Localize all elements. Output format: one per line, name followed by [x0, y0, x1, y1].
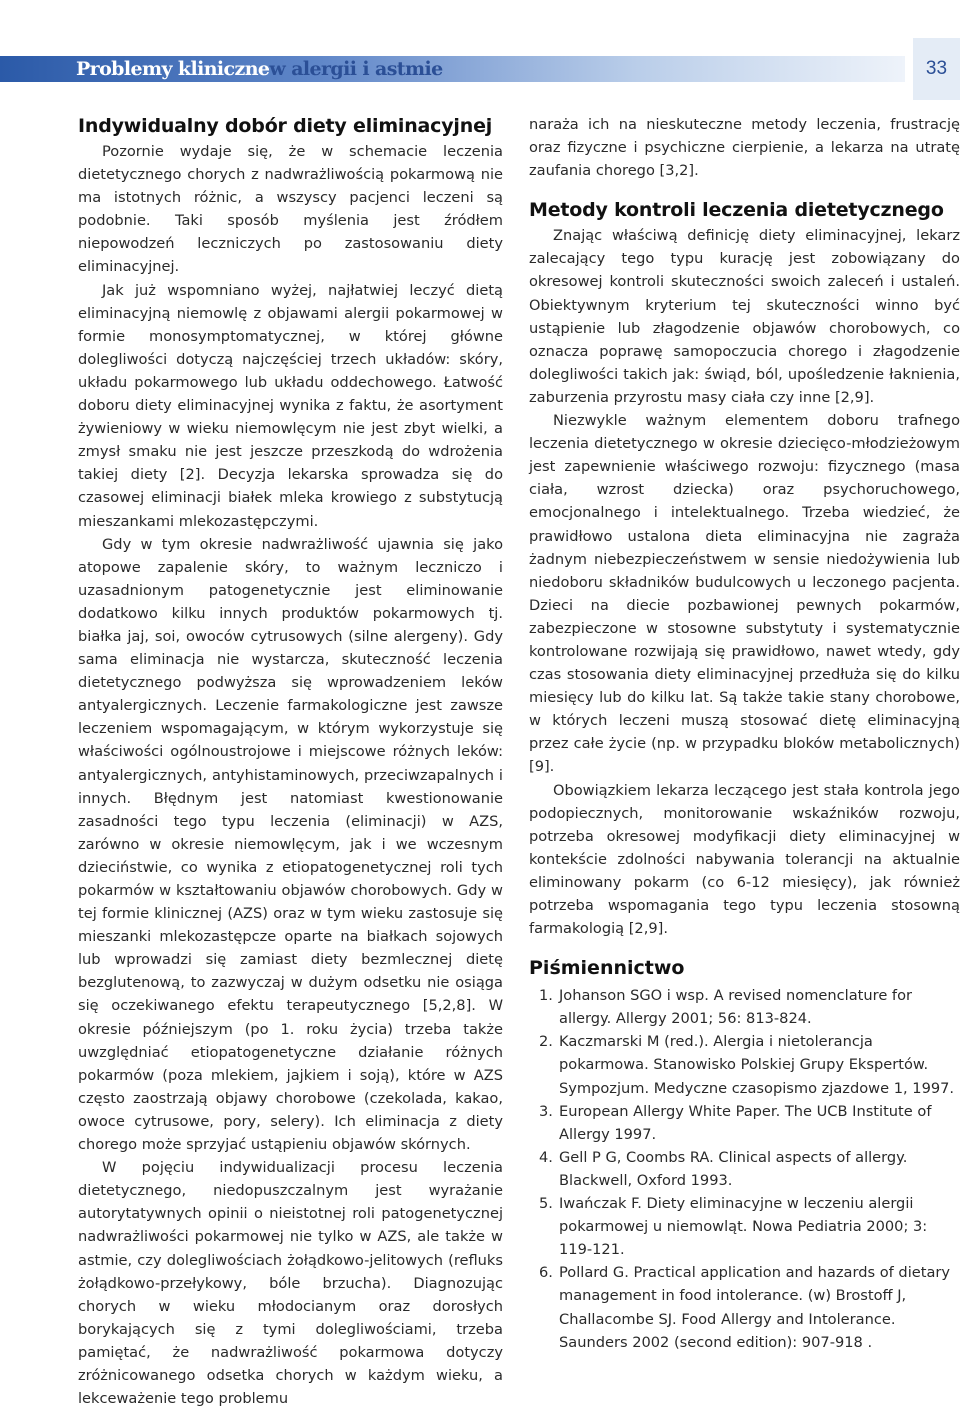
left-column [78, 112, 503, 1410]
paragraph: Pozornie wydaje się, że w schemacie leczenia dietetycznego chorych z nadwrażliwością pokarmową nie ma istotnych różnic, a wszyscy pacjenci leczeni są podobnie. Taki sposób myślenia jest źródłem niepowodzeń leczniczych po zastosowaniu diety eliminacyjnej. [78, 143, 503, 276]
reference-text: Iwańczak F. Diety eliminacyjne w leczeniu alergii pokarmowej u niemowląt. Nowa Pediatria 2000; 3: 119-121. [559, 1195, 928, 1259]
reference-number: 6. [539, 1264, 553, 1282]
journal-title [76, 56, 443, 82]
reference-number: 2. [539, 1033, 553, 1051]
reference-number: 4. [539, 1148, 553, 1166]
paragraph: Niezwykle ważnym elementem doboru trafnego leczenia dietetycznego w okresie dziecięco-młodzieżowym jest zapewnienie właściwego rozwoju: fizycznego (masa ciała, wzrost dziecka) oraz psychoruchowego, emocjonalnego i intelektualnego. Trzeba wiedzieć, że prawidłowo ustalona dieta eliminacyjna nie zagraża żadnym niebezpieczeństwem w sensie niedożywienia lub niedoboru składników budulcowych u leczonego pacjenta. Dzieci na diecie pozbawionej pewnych pokarmów, zabezpieczone w stosowne substytuty i systematycznie kontrolowane rozwijają się prawidłowo, nawet wtedy, gdy czas stosowania diety eliminacyjnej przedłuża się do kilku miesięcy lub do kilku lat. Są także takie stany chorobowe, w których leczeni muszą stosować dietę eliminacyjną przez całe życie (np. w przypadku bloków metabolicznych) [9]. [529, 412, 960, 776]
reference-item [529, 1030, 960, 1099]
page-number: 33 [925, 58, 948, 79]
paragraph: W pojęciu indywidualizacji procesu leczenia dietetycznego, niedopuszczalnym jest wyrażanie autorytatywnych opinii o nieistotnej roli patogenetycznej nadwrażliwości pokarmowej nie tylko w AZS, ale także w astmie, czy dolegliwościach żołądkowo-jelitowych (refluks żołądkowo-przełykowy, bóle brzucha). Diagnozując chorych w wieku młodocianym oraz dorosłych borykających się z tymi dolegliwościami, trzeba pamiętać, że nadwrażliwość pokarmowa dotyczy zróżnicowanego odsetka chorych w każdym wieku, a lekceważenie tego problemu [78, 1159, 503, 1408]
right-column [529, 113, 960, 1354]
reference-number: 1. [539, 987, 553, 1005]
reference-item [529, 1146, 960, 1192]
reference-item [529, 1192, 960, 1261]
reference-item [529, 1100, 960, 1146]
reference-text: Kaczmarski M (red.). Alergia i nietolerancja pokarmowa. Stanowisko Polskiej Grupy Ekspertów. Sympozjum. Medyczne czasopismo zjazdowe 1, 1997. [559, 1033, 955, 1097]
references-heading: Piśmiennictwo [529, 957, 685, 980]
reference-text: Johanson SGO i wsp. A revised nomenclature for allergy. Allergy 2001; 56: 813-824. [559, 987, 913, 1028]
section-heading-diet-selection: Indywidualny dobór diety eliminacyjnej [78, 115, 493, 137]
reference-number: 3. [539, 1102, 553, 1120]
running-header [0, 38, 960, 100]
reference-text: Gell P G, Coombs RA. Clinical aspects of allergy. Blackwell, Oxford 1993. [559, 1148, 908, 1189]
references-list [529, 984, 960, 1354]
reference-item [529, 1261, 960, 1353]
paragraph: Znając właściwą definicję diety eliminacyjnej, lekarz zalecający tego typu kurację jest zobowiązany do okresowej kontroli skuteczności swoich zaleceń i ustaleń. Obiektywnym kryterium tej skuteczności winno być ustąpienie lub złagodzenie objawów chorobowych, co oznacza poprawę samopoczucia chorego i złagodzenie dolegliwości takich jak: świąd, ból, upośledzenie łaknienia, zaburzenia przyrostu masy ciała czy inne [2,9]. [529, 227, 960, 406]
paragraph-continuation: naraża ich na nieskuteczne metody leczenia, frustrację oraz fizyczne i psychiczne cierpienie, a lekarza na utratę zaufania chorego [3,2]. [529, 116, 960, 180]
paragraph: Gdy w tym okresie nadwrażliwość ujawnia się jako atopowe zapalenie skóry, to ważnym leczniczo i uzasadnionym patogenetycznie jest eliminowanie dodatkowo kilku innych produktów pokarmowych tj. białka jaj, soi, owoców cytrusowych (silne alergeny). Gdy sama eliminacja nie wystarcza, skuteczność leczenia dietetycznego podwyższa się wprowadzeniem leków antyalergicznych. Leczenie farmakologiczne jest zawsze leczeniem wspomagającym, w którym wykorzystuje się właściwości ogólnoustrojowe i miejscowe różnych leków: antyalergicznych, antyhistaminowych, przeciwzapalnych i innych. Błędnym jest natomiast kwestionowanie zasadności tego typu leczenia (eliminacji) w AZS, zarówno w okresie niemowlęcym, jak i we wczesnym dzieciństwie, co wynika z etiopatogenetycznej roli tych pokarmów w kształtowaniu objawów chorobowych. Gdy w tej formie klinicznej (AZS) oraz w tym wieku zastosuje się mieszanki mlekozastępcze oparte na białkach sojowych lub wprowadzi się zamiast diety bezmlecznej dietę bezglutenową, to zazwyczaj w dużym odsetku nie osiąga się oczekiwanego efektu terapeutycznego [5,2,8]. W okresie późniejszym (po 1. roku życia) trzeba także uwzględniać etiopatogenetyczne działanie różnych pokarmów (poza mlekiem, jajkiem i soją), które w AZS często zaostrzają objawy chorobowe (czekolada, kakao, owoce cytrusowe, pory, selery). Ich eliminacja z diety chorego może sprzyjać ustąpieniu objawów skórnych. [78, 535, 503, 1154]
reference-text: Pollard G. Practical application and hazards of dietary management in food intolerance. (w) Brostoff J, Challacombe SJ. Food Allergy and Intolerance. Saunders 2002 (second edition): 907-918 . [559, 1264, 951, 1351]
paragraph: Jak już wspomniano wyżej, najłatwiej leczyć dietą eliminacyjną niemowlę z objawami alergii pokarmowej w formie monosymptomatycznej, w której główne dolegliwości dotyczą najczęściej trzech układów: skóry, układu pokarmowego lub układu oddechowego. Łatwość doboru diety eliminacyjnej wynika z faktu, że asortyment żywieniowy w wieku niemowlęcym nie jest zbyt wielki, a zmysł smaku nie jest jeszcze przeszkodą do wdrożenia takiej diety [2]. Decyzja lekarska sprowadza się do czasowej eliminacji białek mleka krowiego z substytucją mieszankami mlekozastępczymi. [78, 281, 503, 530]
reference-text: European Allergy White Paper. The UCB Institute of Allergy 1997. [559, 1102, 932, 1143]
paragraph: Obowiązkiem lekarza leczącego jest stała kontrola jego podopiecznych, monitorowanie wskaźników rozwoju, potrzeba okresowej modyfikacji diety eliminacyjnej w kontekście zdolności nabywania tolerancji na aktualnie eliminowany pokarm (co 6-12 miesięcy), jak również potrzeba wspomagania tego typu leczenia stosowną farmakologią [2,9]. [529, 781, 960, 938]
section-heading-control-methods: Metody kontroli leczenia dietetycznego [529, 199, 944, 222]
reference-number: 5. [539, 1195, 553, 1213]
journal-title-part2: w alergii i astmie [269, 58, 443, 80]
journal-title-part1: Problemy kliniczne [76, 58, 270, 80]
reference-item [529, 984, 960, 1030]
